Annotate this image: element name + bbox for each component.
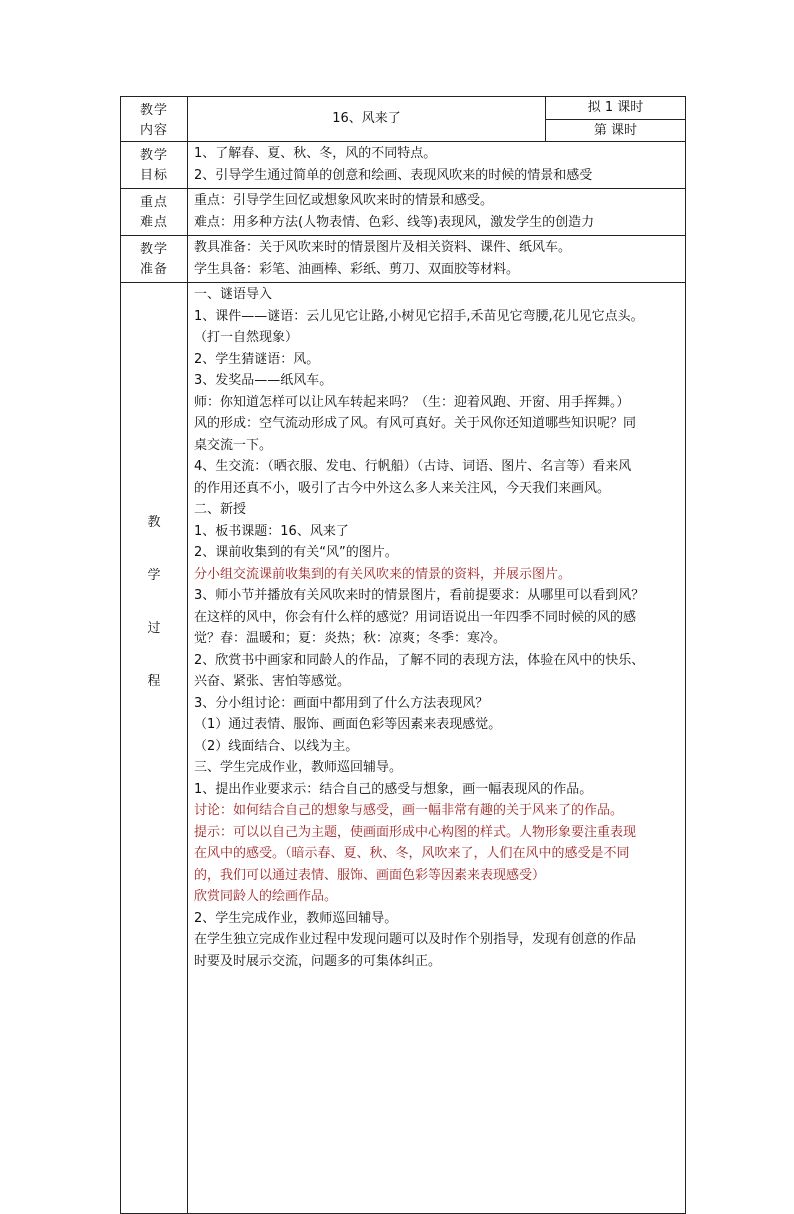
objectives-label-line1: 教学 — [139, 148, 168, 163]
preparation-label-line2: 准备 — [139, 262, 168, 277]
planned-hours: 拟 1 课时 — [546, 97, 686, 120]
process-line: 三、学生完成作业，教师巡回辅导。 — [194, 760, 403, 775]
process-line: 2、欣赏书中画家和同龄人的作品，了解不同的表现方法，体验在风中的快乐、 — [194, 652, 645, 668]
process-line: 1、课件——谜语：云儿见它让路,小树见它招手,禾苗见它弯腰,花儿见它点头。 — [194, 308, 644, 324]
process-label-char: 学 — [147, 568, 161, 583]
process-line: 欣赏同龄人的绘画作品。 — [194, 889, 338, 904]
process-line: 讨论：如何结合自己的想象与感受，画一幅非常有趣的关于风来了的作品。 — [194, 803, 624, 818]
objective-line: 2、引导学生通过简单的创意和绘画、表现风吹来的时候的情景和感受 — [194, 167, 593, 183]
keypoints-label-line1: 重点 — [139, 195, 168, 210]
content-label-line1: 教学 — [139, 102, 168, 118]
process-line: 1、板书课题：16、风来了 — [194, 523, 349, 539]
process-line: 在风中的感受。（暗示春、夏、秋、冬，风吹来了，人们在风中的感受是不同 — [194, 846, 630, 861]
preparation-label-line1: 教学 — [139, 242, 168, 257]
lesson-title: 16、风来了 — [188, 97, 546, 142]
process-line: 2、学生猜谜语：风。 — [194, 351, 320, 367]
keypoint-line: 重点：引导学生回忆或想象风吹来时的情景和感受。 — [194, 193, 494, 208]
process-line: （1）通过表情、服饰、画面色彩等因素来表现感觉。 — [194, 717, 502, 732]
process-line: 提示：可以以自己为主题，使画面形成中心构图的样式。人物形象要注重表现 — [194, 824, 637, 840]
process-line: 时要及时展示交流，问题多的可集体纠正。 — [194, 953, 442, 969]
keypoints-content — [188, 189, 686, 236]
process-line: 3、师小节并播放有关风吹来时的情景图片，看前提要求：从哪里可以看到风？ — [194, 588, 645, 603]
process-line: 4、生交流：（晒衣服、发电、行帆船）（古诗、词语、图片、名言等）看来风 — [194, 459, 632, 474]
process-line: 2、课前收集到的有关“风”的图片。 — [194, 545, 398, 560]
process-line: 在这样的风中，你会有什么样的感觉？用词语说出一年四季不同时候的风的感 — [194, 609, 637, 625]
content-label-cell — [121, 97, 188, 142]
objective-line: 1、了解春、夏、秋、冬，风的不同特点。 — [194, 146, 437, 161]
objectives-label-cell — [121, 142, 188, 189]
process-line: 分小组交流课前收集到的有关风吹来的情景的资料，并展示图片。 — [194, 566, 572, 582]
process-label-char: 程 — [147, 674, 161, 689]
process-line: 桌交流一下。 — [194, 437, 273, 453]
process-label-char: 教 — [147, 515, 161, 530]
process-line: （2）线面结合、以线为主。 — [194, 738, 359, 754]
process-line: 风的形成：空气流动形成了风。有风可真好。关于风你还知道哪些知识呢？同 — [194, 416, 637, 431]
preparation-line: 教具准备：关于风吹来时的情景图片及相关资料、课件、纸风车。 — [194, 240, 572, 255]
preparation-line: 学生具备：彩笔、油画棒、彩纸、剪刀、双面胶等材料。 — [194, 261, 520, 277]
process-line: 3、分小组讨论：画面中都用到了什么方法表现风？ — [194, 695, 489, 711]
process-content — [188, 283, 686, 1214]
objectives-label-line2: 目标 — [139, 168, 168, 183]
process-line: 师：你知道怎样可以让风车转起来吗？（生：迎着风跑、开窗、用手挥舞。） — [194, 394, 630, 410]
process-line: 一、谜语导入 — [194, 287, 273, 302]
lesson-plan-table — [120, 96, 686, 1214]
content-label-line2: 内容 — [139, 122, 168, 138]
preparation-content — [188, 236, 686, 283]
process-line: 觉？春：温暖和；夏：炎热；秋：凉爽；冬季：寒冷。 — [194, 631, 507, 646]
process-line: 二、新授 — [194, 502, 247, 517]
preparation-label-cell — [121, 236, 188, 283]
process-line: 的作用还真不小，吸引了古今中外这么多人来关注风，今天我们来画风。 — [194, 480, 611, 496]
lesson-number: 第 课时 — [546, 119, 686, 142]
process-label-char: 过 — [147, 621, 161, 636]
process-line: 在学生独立完成作业过程中发现问题可以及时作个别指导，发现有创意的作品 — [194, 932, 637, 947]
process-line: 1、提出作业要求示：结合自己的感受与想象，画一幅表现风的作品。 — [194, 781, 593, 797]
process-line: 2、学生完成作业，教师巡回辅导。 — [194, 910, 398, 926]
process-line: 的，我们可以通过表情、服饰、画面色彩等因素来表现感受） — [194, 867, 546, 883]
process-line: 兴奋、紧张、害怕等感觉。 — [194, 674, 351, 689]
keypoint-line: 难点：用多种方法(人物表情、色彩、线等)表现风，激发学生的创造力 — [194, 214, 595, 230]
objectives-content — [188, 142, 686, 189]
process-line: 3、发奖品——纸风车。 — [194, 373, 333, 388]
process-line: （打一自然现象） — [194, 330, 299, 345]
keypoints-label-cell — [121, 189, 188, 236]
process-label-cell — [121, 283, 188, 1214]
keypoints-label-line2: 难点 — [139, 215, 168, 230]
